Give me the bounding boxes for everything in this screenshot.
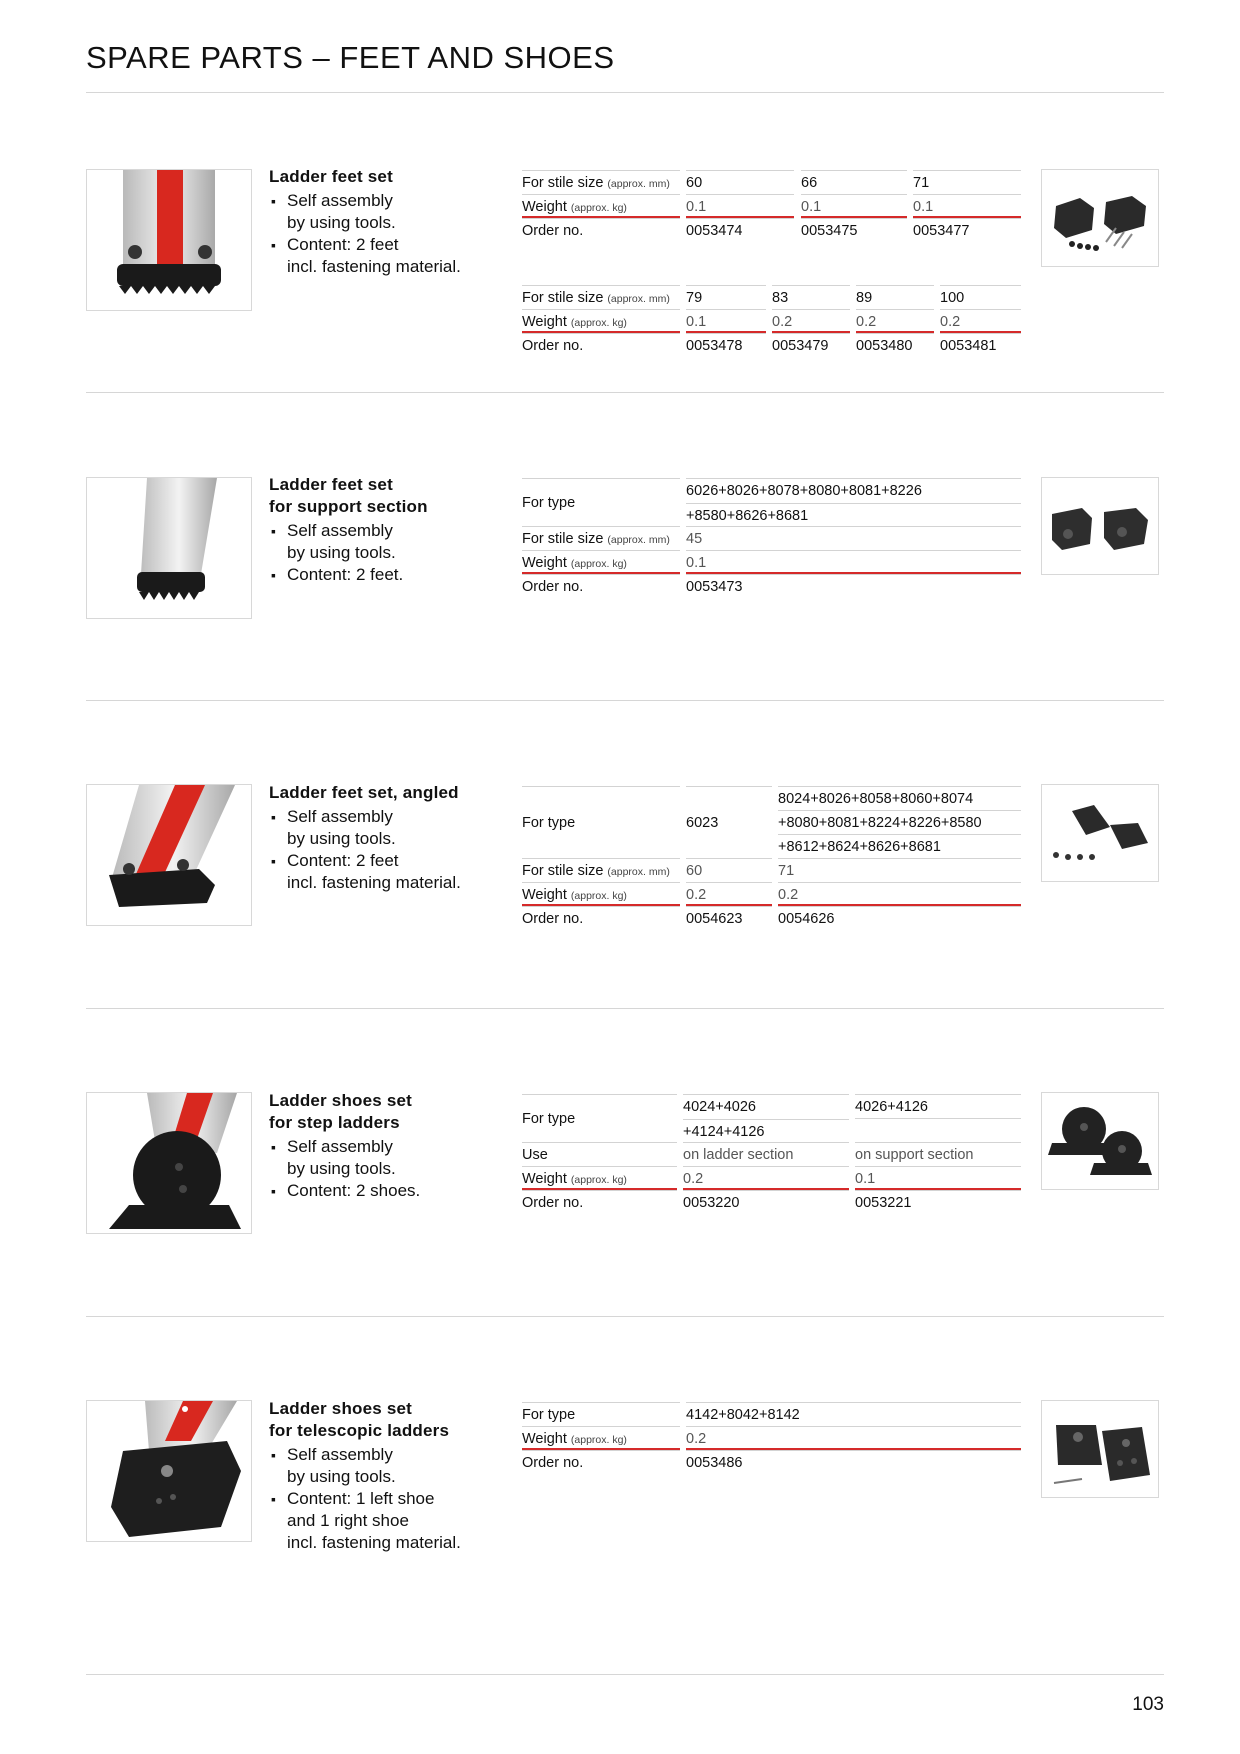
order-no-cell: 0053478 bbox=[686, 333, 766, 357]
weight-cell: 0.1 bbox=[855, 1166, 1021, 1190]
angled-feet-set-photo bbox=[86, 784, 252, 926]
product-title: for step ladders bbox=[269, 1113, 400, 1132]
order-no-cell: 0053479 bbox=[772, 333, 850, 357]
bullet: ▪ Self assembly by using tools. bbox=[269, 1444, 499, 1488]
product-4-description bbox=[269, 1090, 499, 1202]
row-label-stile: For stile size (approx. mm) bbox=[522, 285, 680, 309]
product-title: Ladder shoes set bbox=[269, 1399, 413, 1418]
row-label-type: For type bbox=[522, 478, 680, 526]
stile-size-cell: 100 bbox=[940, 285, 1021, 309]
weight-cell: 0.1 bbox=[686, 550, 1021, 574]
weight-cell: 0.2 bbox=[778, 882, 1021, 906]
stile-size-cell: 89 bbox=[856, 285, 934, 309]
bullet: ▪ Self assembly by using tools. bbox=[269, 806, 499, 850]
order-no-cell: 0053220 bbox=[683, 1190, 849, 1214]
row-label-type: For type bbox=[522, 1402, 680, 1426]
row-label-order: Order no. bbox=[522, 218, 680, 242]
row-label-order: Order no. bbox=[522, 1450, 680, 1474]
use-cell: on support section bbox=[855, 1142, 1021, 1166]
order-no-cell: 0053477 bbox=[913, 218, 1021, 242]
weight-cell: 0.1 bbox=[686, 194, 794, 218]
weight-cell: 0.1 bbox=[801, 194, 907, 218]
bullet: ▪ Content: 2 feet. bbox=[269, 564, 499, 586]
row-label-order: Order no. bbox=[522, 333, 680, 357]
order-no-cell: 0053474 bbox=[686, 218, 794, 242]
row-label-weight: Weight (approx. kg) bbox=[522, 1426, 680, 1450]
product-3-description bbox=[269, 782, 499, 894]
type-cell: 6026+8026+8078+8080+8081+8226 +8580+8626+8681 bbox=[686, 478, 1021, 526]
type-cell: 6023 bbox=[686, 786, 772, 858]
order-no-cell: 0053480 bbox=[856, 333, 934, 357]
feet-set-parts-thumbnail bbox=[1041, 169, 1159, 267]
product-1-description bbox=[269, 166, 499, 278]
product-title: Ladder shoes set bbox=[269, 1091, 413, 1110]
stile-size-cell: 66 bbox=[801, 170, 907, 194]
page-number: 103 bbox=[1132, 1694, 1164, 1715]
bullet: ▪ Content: 2 shoes. bbox=[269, 1180, 499, 1202]
product-title: Ladder feet set, angled bbox=[269, 783, 459, 802]
stile-size-cell: 45 bbox=[686, 526, 1021, 550]
stile-size-cell: 71 bbox=[778, 858, 1021, 882]
weight-cell: 0.2 bbox=[856, 309, 934, 333]
weight-cell: 0.1 bbox=[686, 309, 766, 333]
type-cell: 4026+4126 bbox=[855, 1094, 1021, 1142]
support-feet-thumbnail bbox=[1041, 477, 1159, 575]
order-no-cell: 0053486 bbox=[686, 1450, 1021, 1474]
stile-size-cell: 71 bbox=[913, 170, 1021, 194]
weight-cell: 0.1 bbox=[913, 194, 1021, 218]
section-divider bbox=[86, 1008, 1164, 1009]
bullet: ▪ Content: 2 feet incl. fastening material. bbox=[269, 850, 499, 894]
row-label-weight: Weight (approx. kg) bbox=[522, 1166, 677, 1190]
row-label-order: Order no. bbox=[522, 906, 680, 930]
bullet: ▪ Content: 2 feet incl. fastening material. bbox=[269, 234, 499, 278]
step-ladder-shoes-photo bbox=[86, 1092, 252, 1234]
row-label-order: Order no. bbox=[522, 574, 680, 598]
footer-divider bbox=[86, 1674, 1164, 1675]
order-no-cell: 0053473 bbox=[686, 574, 1021, 598]
order-no-cell: 0054623 bbox=[686, 906, 772, 930]
row-label-weight: Weight (approx. kg) bbox=[522, 194, 680, 218]
order-no-cell: 0053481 bbox=[940, 333, 1021, 357]
bullet: ▪ Self assembly by using tools. bbox=[269, 520, 499, 564]
weight-cell: 0.2 bbox=[940, 309, 1021, 333]
stile-size-cell: 79 bbox=[686, 285, 766, 309]
row-label-weight: Weight (approx. kg) bbox=[522, 309, 680, 333]
row-label-type: For type bbox=[522, 1094, 677, 1142]
product-title: for telescopic ladders bbox=[269, 1421, 450, 1440]
order-no-cell: 0054626 bbox=[778, 906, 1021, 930]
stile-size-cell: 83 bbox=[772, 285, 850, 309]
stile-size-cell: 60 bbox=[686, 858, 772, 882]
row-label-weight: Weight (approx. kg) bbox=[522, 550, 680, 574]
product-title: Ladder feet set bbox=[269, 167, 393, 186]
product-title: for support section bbox=[269, 497, 428, 516]
row-label-stile: For stile size (approx. mm) bbox=[522, 858, 680, 882]
type-cell: 4142+8042+8142 bbox=[686, 1402, 1021, 1426]
bullet: ▪ Content: 1 left shoe and 1 right shoe incl. fastening material. bbox=[269, 1488, 499, 1554]
weight-cell: 0.2 bbox=[772, 309, 850, 333]
row-label-stile: For stile size (approx. mm) bbox=[522, 526, 680, 550]
header-divider bbox=[86, 92, 1164, 93]
order-no-cell: 0053221 bbox=[855, 1190, 1021, 1214]
section-divider bbox=[86, 392, 1164, 393]
telescopic-shoes-thumbnail bbox=[1041, 1400, 1159, 1498]
product-5-description bbox=[269, 1398, 499, 1554]
page-title: SPARE PARTS – FEET AND SHOES bbox=[86, 40, 615, 75]
use-cell: on ladder section bbox=[683, 1142, 849, 1166]
ladder-feet-set-photo bbox=[86, 169, 252, 311]
product-title: Ladder feet set bbox=[269, 475, 393, 494]
type-cell: 8024+8026+8058+8060+8074 +8080+8081+8224+8226+8580 +8612+8624+8626+8681 bbox=[778, 786, 1021, 858]
row-label-stile: For stile size (approx. mm) bbox=[522, 170, 680, 194]
row-label-type: For type bbox=[522, 786, 680, 858]
product-2-description bbox=[269, 474, 499, 586]
row-label-use: Use bbox=[522, 1142, 677, 1166]
weight-cell: 0.2 bbox=[686, 1426, 1021, 1450]
order-no-cell: 0053475 bbox=[801, 218, 907, 242]
telescopic-shoes-photo bbox=[86, 1400, 252, 1542]
type-cell: 4024+4026 +4124+4126 bbox=[683, 1094, 849, 1142]
weight-cell: 0.2 bbox=[683, 1166, 849, 1190]
support-feet-set-photo bbox=[86, 477, 252, 619]
row-label-weight: Weight (approx. kg) bbox=[522, 882, 680, 906]
bullet: ▪ Self assembly by using tools. bbox=[269, 1136, 499, 1180]
stile-size-cell: 60 bbox=[686, 170, 794, 194]
section-divider bbox=[86, 1316, 1164, 1317]
row-label-order: Order no. bbox=[522, 1190, 677, 1214]
section-divider bbox=[86, 700, 1164, 701]
step-ladder-shoes-thumbnail bbox=[1041, 1092, 1159, 1190]
weight-cell: 0.2 bbox=[686, 882, 772, 906]
angled-feet-thumbnail bbox=[1041, 784, 1159, 882]
bullet: ▪ Self assembly by using tools. bbox=[269, 190, 499, 234]
